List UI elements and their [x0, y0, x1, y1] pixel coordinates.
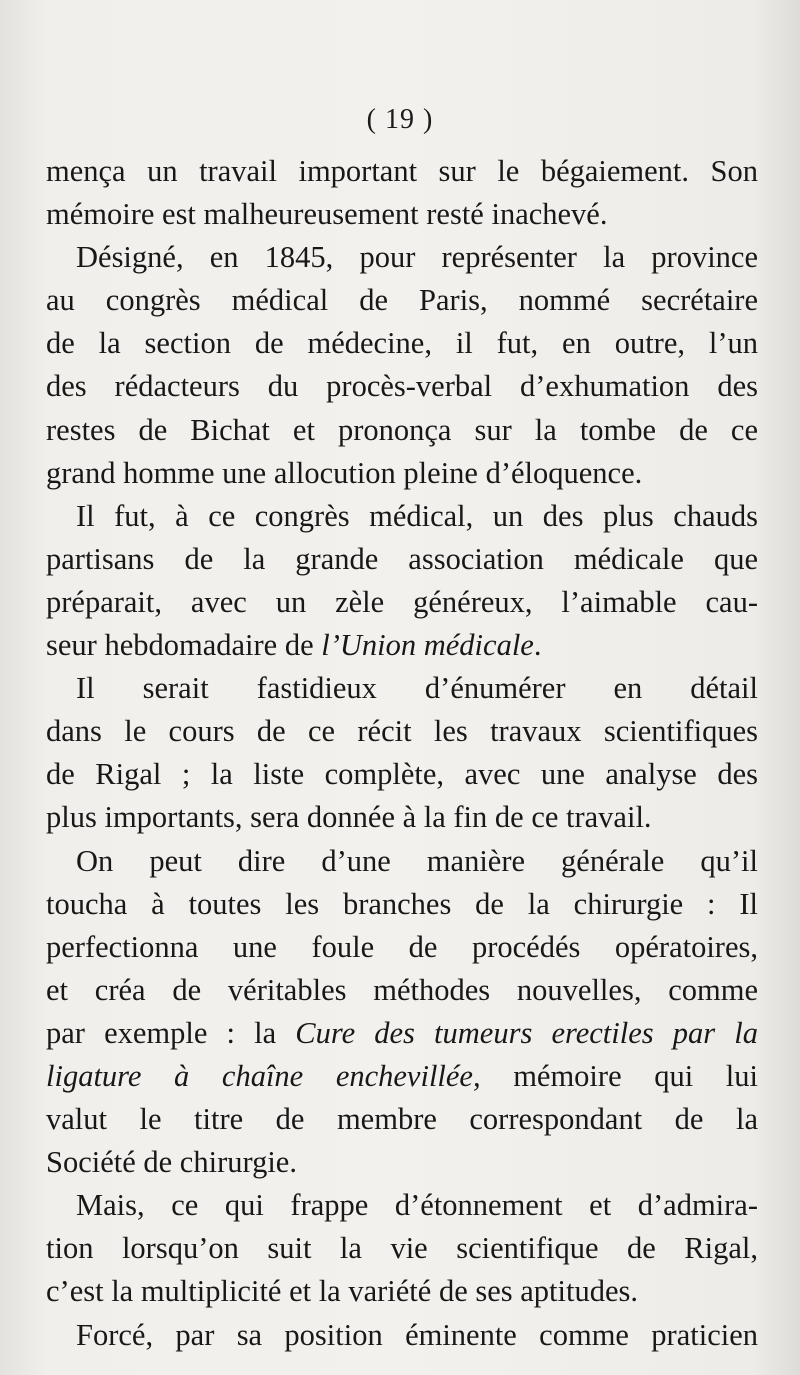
text-line: [46, 581, 758, 624]
text-segment: Forcé, par sa position éminente comme praticien: [76, 1317, 758, 1352]
text-segment: des rédacteurs du procès-verbal d’exhumation des: [46, 369, 758, 404]
text-segment: préparait, avec un zèle généreux, l’aimable cau-: [46, 584, 758, 619]
text-segment: mença un travail important sur le bégaiement. Son: [46, 154, 758, 188]
text-line: [46, 883, 758, 926]
text-line: [46, 409, 758, 452]
text-segment: restes de Bichat et prononça sur la tombe de ce: [46, 412, 758, 447]
text-line: [46, 710, 758, 753]
italic-text-segment: ligature à chaîne enchevillée,: [46, 1058, 481, 1093]
text-line: [46, 193, 758, 236]
text-segment: Société de chirurgie.: [46, 1145, 297, 1180]
text-line: [46, 796, 758, 839]
text-segment: grand homme une allocution pleine d’éloquence.: [46, 455, 643, 490]
text-line: [46, 1184, 758, 1227]
text-line: [46, 1141, 758, 1184]
text-segment: mémoire qui lui: [480, 1058, 758, 1093]
text-line: [46, 365, 758, 408]
text-segment: On peut dire d’une manière générale qu’il: [76, 843, 758, 878]
text-line: [46, 322, 758, 365]
text-segment: Il fut, à ce congrès médical, un des plus chauds: [76, 498, 758, 533]
text-segment: Mais, ce qui frappe d’étonnement et d’admira-: [76, 1188, 758, 1223]
italic-text-segment: l’Union médicale: [321, 628, 534, 663]
text-line: [46, 1098, 758, 1141]
text-line: [46, 667, 758, 710]
body-text: [46, 150, 758, 1357]
text-line: [46, 452, 758, 495]
text-segment: dans le cours de ce récit les travaux scientifiques: [46, 714, 758, 749]
italic-text-segment: Cure des tumeurs erectiles par la: [295, 1015, 758, 1050]
text-line: [46, 969, 758, 1012]
text-segment: Il serait fastidieux d’énumérer en détail: [76, 671, 758, 706]
text-line: [46, 1012, 758, 1055]
text-line: [46, 926, 758, 969]
text-segment: de Rigal ; la liste complète, avec une analyse des: [46, 757, 758, 792]
text-line: [46, 1314, 758, 1357]
text-segment: perfectionna une foule de procédés opératoires,: [46, 929, 758, 964]
text-segment: valut le titre de membre correspondant de la: [46, 1102, 758, 1137]
text-line: [46, 624, 758, 667]
text-segment: toucha à toutes les branches de la chirurgie : Il: [46, 886, 758, 921]
text-line: [46, 1270, 758, 1313]
text-segment: mémoire est malheureusement resté inachevé.: [46, 197, 608, 232]
text-segment: c’est la multiplicité et la variété de ses aptitudes.: [46, 1274, 638, 1309]
text-line: [46, 840, 758, 883]
text-segment: plus importants, sera donnée à la fin de ce travail.: [46, 800, 652, 835]
text-line: [46, 538, 758, 581]
text-segment: partisans de la grande association médicale que: [46, 541, 758, 576]
text-segment: Désigné, en 1845, pour représenter la province: [76, 240, 758, 275]
text-segment: de la section de médecine, il fut, en outre, l’un: [46, 326, 758, 361]
text-segment: au congrès médical de Paris, nommé secrétaire: [46, 283, 758, 318]
text-line: [46, 495, 758, 538]
text-line: [46, 753, 758, 796]
text-segment: par exemple : la: [46, 1015, 296, 1050]
text-segment: tion lorsqu’on suit la vie scientifique de Rigal,: [46, 1231, 758, 1266]
text-segment: seur hebdomadaire de: [46, 628, 322, 663]
text-segment: .: [533, 628, 542, 663]
page-number: ( 19 ): [366, 104, 434, 135]
text-line: [46, 279, 758, 322]
text-line: [46, 1227, 758, 1270]
text-line: [46, 236, 758, 279]
text-segment: et créa de véritables méthodes nouvelles, comme: [46, 972, 758, 1007]
text-line: [46, 1055, 758, 1098]
text-line: [46, 150, 758, 193]
